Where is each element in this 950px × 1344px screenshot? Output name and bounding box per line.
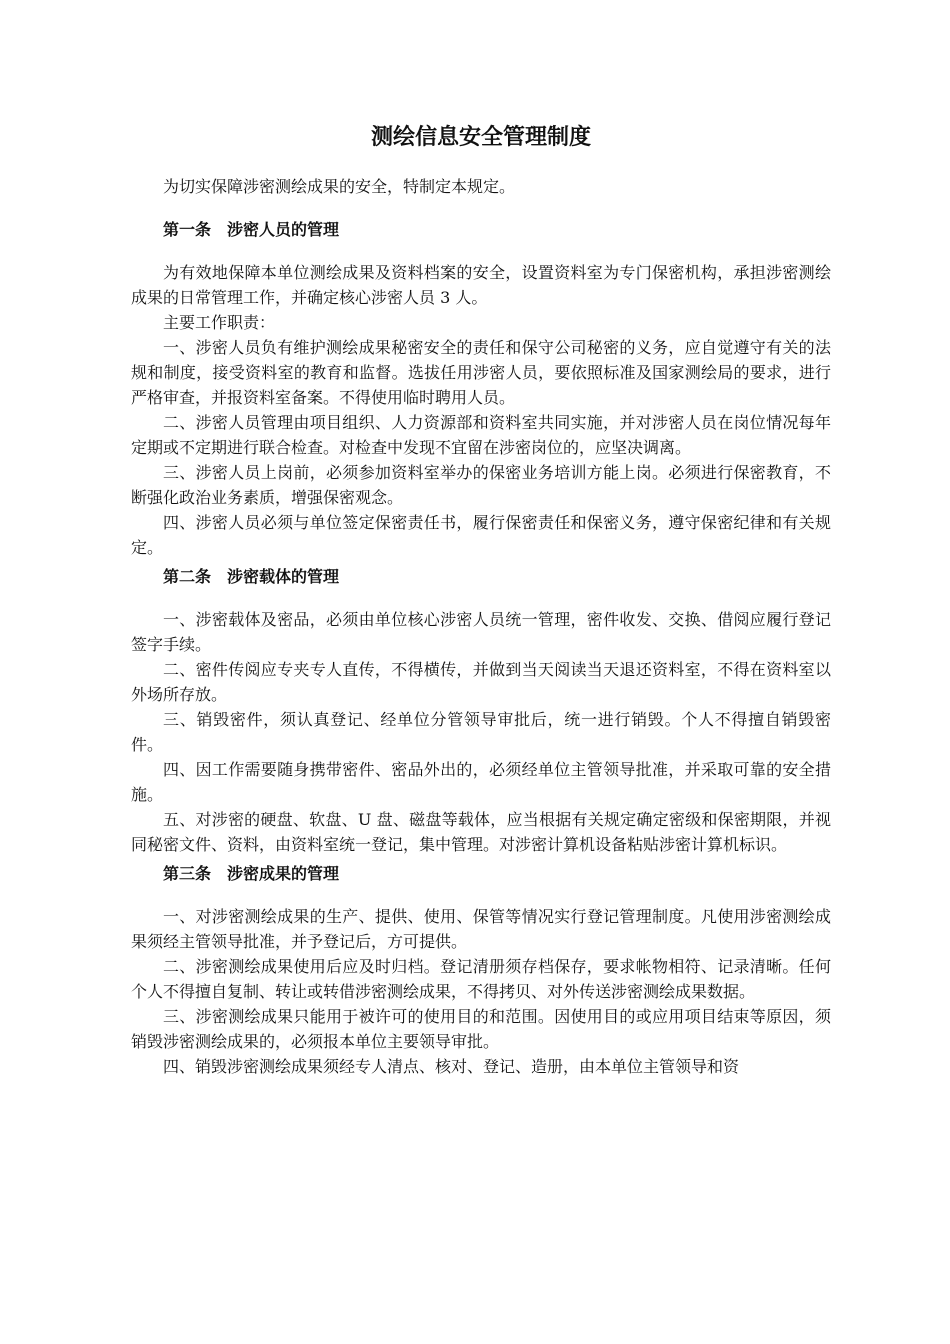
section-2-paragraph: 一、涉密载体及密品，必须由单位核心涉密人员统一管理，密件收发、交换、借阅应履行登记签字手续。 <box>131 610 831 654</box>
section-1 <box>131 260 831 560</box>
section-2-paragraph: 二、密件传阅应专夹专人直传，不得横传，并做到当天阅读当天退还资料室，不得在资料室以外场所存放。 <box>131 660 831 704</box>
intro-paragraph: 为切实保障涉密测绘成果的安全，特制定本规定。 <box>163 177 516 196</box>
document-title: 测绘信息安全管理制度 <box>370 125 591 150</box>
section-2-paragraph: 四、因工作需要随身携带密件、密品外出的，必须经单位主管领导批准，并采取可靠的安全措施。 <box>131 760 831 804</box>
section-3-paragraph: 一、对涉密测绘成果的生产、提供、使用、保管等情况实行登记管理制度。凡使用涉密测绘成果须经主管领导批准，并予登记后，方可提供。 <box>131 907 831 951</box>
section-1-paragraph: 四、涉密人员必须与单位签定保密责任书，履行保密责任和保密义务，遵守保密纪律和有关规定。 <box>131 513 831 557</box>
section-2-paragraph: 五、对涉密的硬盘、软盘、U 盘、磁盘等载体，应当根据有关规定确定密级和保密期限，并视同秘密文件、资料，由资料室统一登记，集中管理。对涉密计算机设备粘贴涉密计算机标识。 <box>131 810 831 854</box>
section-2 <box>131 607 831 857</box>
section-3-paragraph: 四、销毁涉密测绘成果须经专人清点、核对、登记、造册，由本单位主管领导和资 <box>163 1057 740 1076</box>
section-1-paragraph: 三、涉密人员上岗前，必须参加资料室举办的保密业务培训方能上岗。必须进行保密教育，不断强化政治业务素质，增强保密观念。 <box>131 463 831 507</box>
section-1-paragraph: 主要工作职责： <box>163 313 276 332</box>
section-1-paragraph: 为有效地保障本单位测绘成果及资料档案的安全，设置资料室为专门保密机构，承担涉密测绘成果的日常管理工作，并确定核心涉密人员 3 人。 <box>131 263 831 307</box>
section-3 <box>131 904 831 1079</box>
document-body <box>131 118 831 1079</box>
section-3-paragraph: 二、涉密测绘成果使用后应及时归档。登记清册须存档保存，要求帐物相符、记录清晰。任何个人不得擅自复制、转让或转借涉密测绘成果，不得拷贝、对外传送涉密测绘成果数据。 <box>131 957 831 1001</box>
section-1-heading: 第一条 涉密人员的管理 <box>163 220 340 239</box>
section-3-paragraph: 三、涉密测绘成果只能用于被许可的使用目的和范围。因使用目的或应用项目结束等原因，须销毁涉密测绘成果的，必须报本单位主要领导审批。 <box>131 1007 831 1051</box>
section-2-paragraph: 三、销毁密件，须认真登记、经单位分管领导审批后，统一进行销毁。个人不得擅自销毁密件。 <box>131 710 831 754</box>
section-2-heading: 第二条 涉密载体的管理 <box>163 567 340 586</box>
section-1-paragraph: 一、涉密人员负有维护测绘成果秘密安全的责任和保守公司秘密的义务，应自觉遵守有关的法规和制度，接受资料室的教育和监督。选拔任用涉密人员，要依照标准及国家测绘局的要求，进行严格审查，并报资料室备案。不得使用临时聘用人员。 <box>131 338 831 407</box>
section-1-paragraph: 二、涉密人员管理由项目组织、人力资源部和资料室共同实施，并对涉密人员在岗位情况每年定期或不定期进行联合检查。对检查中发现不宜留在涉密岗位的，应坚决调离。 <box>131 413 831 457</box>
section-3-heading: 第三条 涉密成果的管理 <box>163 864 340 883</box>
